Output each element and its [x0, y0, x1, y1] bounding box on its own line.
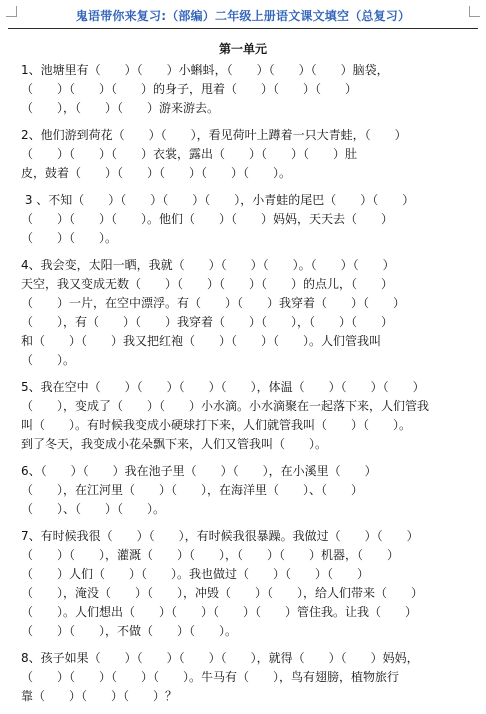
exercise-line: 3 、不知（ ）（ ）（ ）（ ），小青蛙的尾巴（ ）（ ）	[21, 193, 415, 207]
exercise-paragraph	[21, 61, 471, 118]
exercise-line: 5、我在空中（ ）（ ）（ ）（ ），体温（ ）（ ）（ ）	[21, 380, 425, 394]
exercise-line: （ ），在江河里（ ）（ ），在海洋里（ ）、（ ）	[21, 483, 364, 497]
exercise-line: 8、孩子如果（ ）（ ）（ ）（ ），就得（ ）（ ）妈妈，	[21, 651, 419, 665]
exercise-paragraph	[21, 191, 471, 248]
exercise-paragraph	[21, 378, 471, 454]
exercise-line: （ ）（ ）（ ）衣裳，露出（ ）（ ）（ ）肚	[21, 147, 358, 161]
exercise-paragraph	[21, 126, 471, 183]
exercise-line: （ ）、（ ）（ ）。	[21, 502, 166, 516]
exercise-line: （ ）（ ），不做（ ）（ ）。	[21, 624, 238, 638]
exercise-line: （ ），有（ ）（ ）我穿着（ ）（ ），（ ）（ ）	[21, 315, 394, 329]
exercise-line: （ ）一片，在空中漂浮。有（ ）（ ）我穿着（ ）（ ）	[21, 296, 406, 310]
exercise-line: 到了冬天，我变成小花朵飘下来，人们又管我叫（ ）。	[21, 437, 328, 451]
exercise-paragraph	[21, 256, 471, 370]
header-divider	[8, 28, 478, 29]
exercise-line: （ ）人们（ ）（ ）。我也做过（ ）（ ）（ ）	[21, 567, 370, 581]
exercise-line: 和（ ）（ ）我又把红袍（ ）（ ）（ ）。人们管我叫	[21, 334, 382, 348]
exercise-line: （ ）（ ）（ ）。他们（ ）（ ）妈妈，天天去（ ）	[21, 212, 394, 226]
exercise-paragraph	[21, 649, 471, 706]
exercise-line: 6、（ ）（ ）我在池子里（ ）（ ），在小溪里（ ）	[21, 464, 377, 478]
exercise-line: （ ）（ ），灌溉（ ）（ ），（ ）（ ）机器，（ ）	[21, 548, 400, 562]
exercise-line: 皮，鼓着（ ）（ ）（ ）（ ）（ ）。	[21, 166, 292, 180]
exercise-line: （ ）。	[21, 353, 76, 367]
exercise-line: （ ）。人们想出（ ）（ ）（ ）（ ）管住我。让我（ ）	[21, 605, 418, 619]
exercise-line: （ ）（ ）（ ）的身子，甩着（ ）（ ）（ ）	[21, 82, 358, 96]
exercise-line: （ ）（ ）（ ）（ ）。牛马有（ ），鸟有翅膀，植物旅行	[21, 670, 400, 684]
exercise-line: （ ）（ ）。	[21, 231, 118, 245]
exercise-line: （ ），（ ）（ ）游来游去。	[21, 101, 220, 115]
exercise-paragraph	[21, 462, 471, 519]
exercise-line: （ ），变成了（ ）（ ）小水滴。小水滴聚在一起落下来，人们管我	[21, 399, 430, 413]
page-header: 鬼语带你来复习:（部编）二年级上册语文课文填空（总复习）	[75, 9, 411, 23]
exercise-line: 2、他们游到荷花（ ）（ ），看见荷叶上蹲着一只大青蛙，（ ）	[21, 128, 407, 142]
exercise-line: 7、有时候我很（ ）（ ），有时候我很暴躁。我做过（ ）（ ）	[21, 529, 419, 543]
document-body	[21, 61, 471, 714]
exercise-line: 叫（ ）。有时候我变成小硬球打下来，人们就管我叫（ ）（ ）。	[21, 418, 412, 432]
exercise-paragraph	[21, 527, 471, 641]
exercise-line: 4、我会变，太阳一晒，我就（ ）（ ）（ ）。（ ）（ ）	[21, 258, 395, 272]
exercise-line: （ ），淹没（ ）（ ），冲毁（ ）（ ），给人们带来（ ）	[21, 586, 424, 600]
exercise-line: 天空，我又变成无数（ ）（ ）（ ）（ ）的点儿，（ ）	[21, 277, 394, 291]
unit-title: 第一单元	[218, 42, 267, 56]
exercise-line: 1、池塘里有（ ）（ ）小蝌蚪，（ ）（ ）（ ）脑袋，	[21, 63, 389, 77]
exercise-line: 靠（ ）（ ）（ ）？	[21, 689, 178, 703]
